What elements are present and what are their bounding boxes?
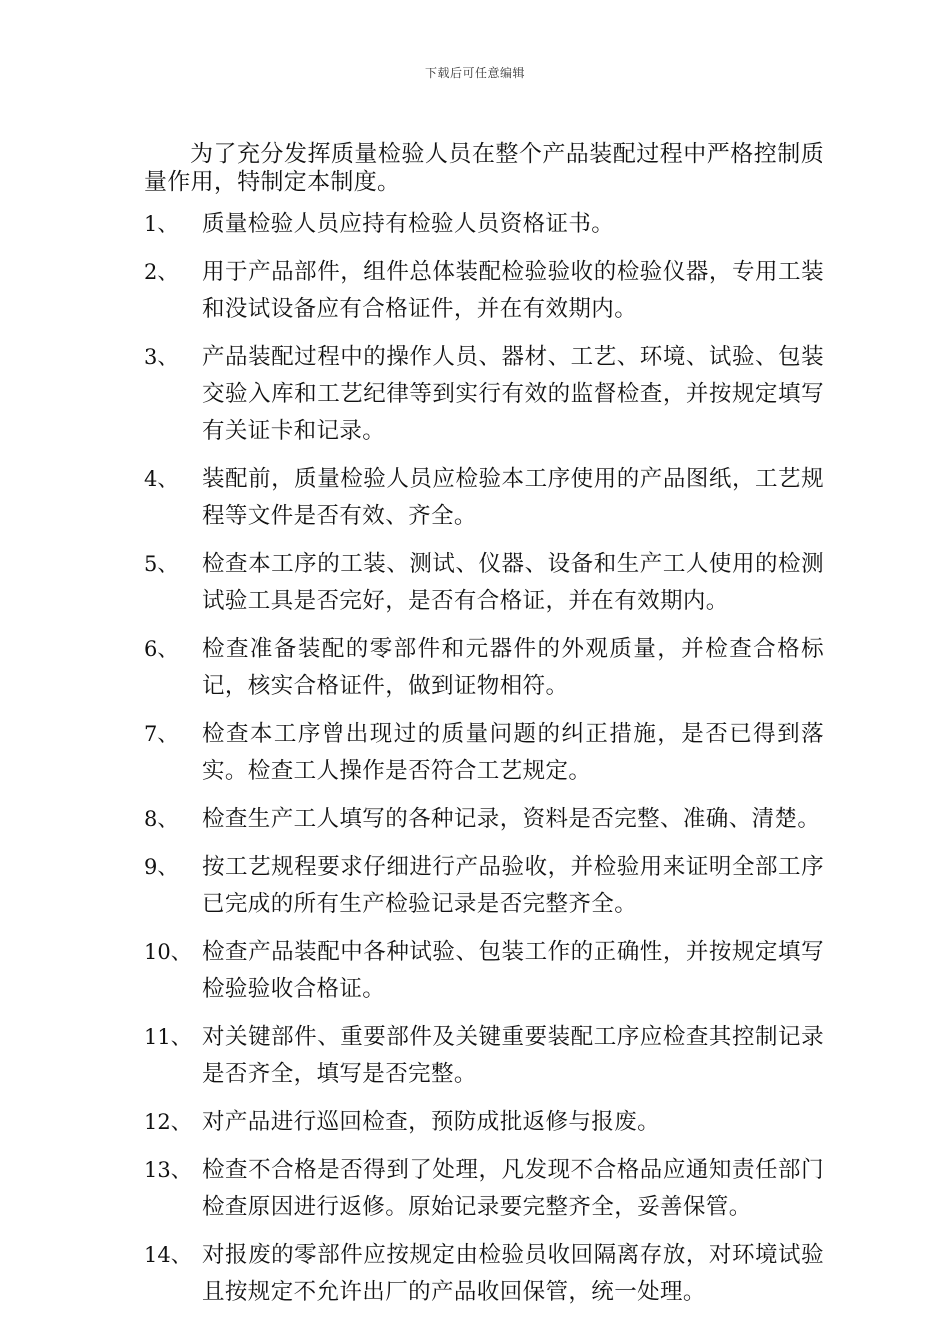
clause-item	[144, 1152, 824, 1226]
clause-text: 检查生产工人填写的各种记录，资料是否完整、准确、清楚。	[202, 806, 821, 832]
clause-item	[144, 934, 824, 1008]
clause-text: 对产品进行巡回检查，预防成批返修与报废。	[202, 1109, 661, 1135]
clause-text: 检查本工序曾出现过的质量问题的纠正措施，是否已得到落实。检查工人操作是否符合工艺规定。	[202, 721, 824, 784]
clause-item	[144, 849, 824, 923]
clause-item	[144, 254, 824, 328]
clause-text: 对关键部件、重要部件及关键重要装配工序应检查其控制记录是否齐全，填写是否完整。	[202, 1024, 824, 1087]
clause-text: 按工艺规程要求仔细进行产品验收，并检验用来证明全部工序已完成的所有生产检验记录是否完整齐全。	[202, 854, 824, 917]
clause-number: 13、	[144, 1158, 192, 1182]
clause-number: 2、	[144, 260, 179, 284]
clause-text: 检查不合格是否得到了处理，凡发现不合格品应通知责任部门检查原因进行返修。原始记录要完整齐全，妥善保管。	[202, 1157, 824, 1220]
clause-item	[144, 339, 824, 450]
clause-number: 3、	[144, 345, 179, 369]
clause-text: 检查准备装配的零部件和元器件的外观质量，并检查合格标记，核实合格证件，做到证物相符。	[202, 636, 824, 699]
clause-number: 1、	[144, 212, 179, 236]
clause-item	[144, 1104, 824, 1141]
clause-number: 8、	[144, 807, 179, 831]
clause-number: 10、	[144, 940, 192, 964]
clause-item	[144, 716, 824, 790]
clause-text: 对报废的零部件应按规定由检验员收回隔离存放，对环境试验且按规定不允许出厂的产品收回保管，统一处理。	[202, 1242, 824, 1305]
clause-item	[144, 206, 824, 243]
clause-text: 装配前，质量检验人员应检验本工序使用的产品图纸，工艺规程等文件是否有效、齐全。	[202, 466, 824, 529]
clause-item	[144, 1019, 824, 1093]
document-body	[144, 140, 824, 1322]
clause-text: 检查本工序的工装、测试、仪器、设备和生产工人使用的检测试验工具是否完好，是否有合格证，并在有效期内。	[202, 551, 824, 614]
clause-number: 5、	[144, 552, 179, 576]
clause-number: 4、	[144, 467, 179, 491]
clause-text: 产品装配过程中的操作人员、器材、工艺、环境、试验、包装交验入库和工艺纪律等到实行有效的监督检查，并按规定填写有关证卡和记录。	[202, 344, 824, 444]
header-note: 下载后可任意编辑	[424, 66, 525, 80]
clause-item	[144, 461, 824, 535]
clause-number: 6、	[144, 637, 179, 661]
clause-item	[144, 801, 824, 838]
clause-number: 12、	[144, 1110, 192, 1134]
clause-text: 质量检验人员应持有检验人员资格证书。	[202, 211, 615, 237]
clause-number: 14、	[144, 1243, 192, 1267]
clause-text: 检查产品装配中各种试验、包装工作的正确性，并按规定填写检验验收合格证。	[202, 939, 824, 1002]
clause-item	[144, 546, 824, 620]
clause-text: 用于产品部件，组件总体装配检验验收的检验仪器，专用工装和没试设备应有合格证件，并在有效期内。	[202, 259, 824, 322]
clause-number: 9、	[144, 855, 179, 879]
intro-paragraph: 为了充分发挥质量检验人员在整个产品装配过程中严格控制质量作用，特制定本制度。	[144, 141, 824, 195]
clause-number: 11、	[144, 1025, 192, 1049]
clause-item	[144, 631, 824, 705]
clause-number: 7、	[144, 722, 179, 746]
clause-item	[144, 1237, 824, 1311]
clause-list	[144, 206, 824, 1311]
